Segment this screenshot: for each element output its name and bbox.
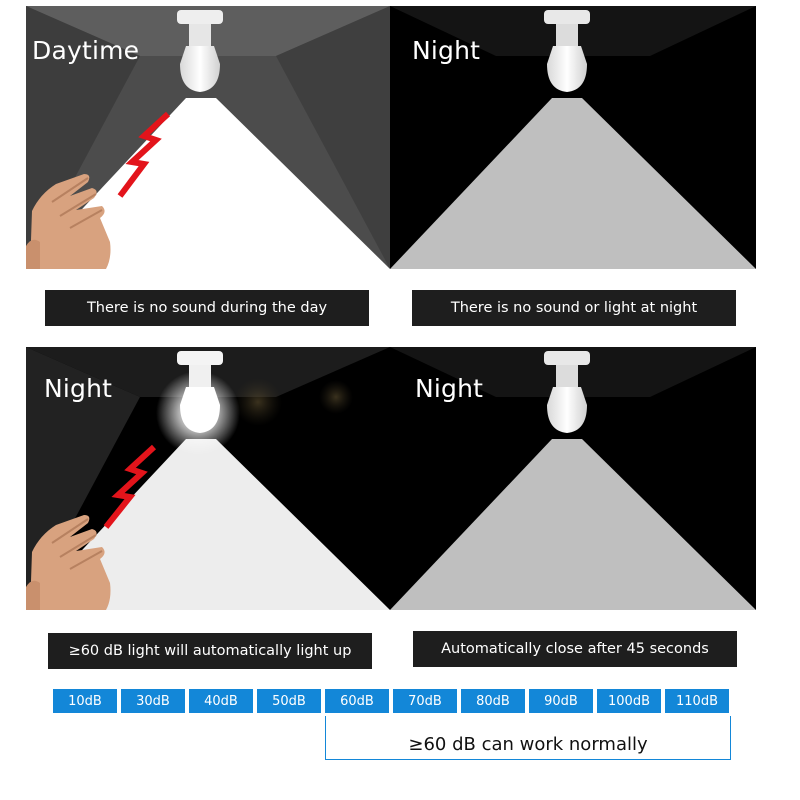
panel-title: Night xyxy=(412,36,481,65)
night-no-sound-panel xyxy=(390,6,756,269)
daytime-panel xyxy=(26,6,390,269)
daytime-caption: There is no sound during the day xyxy=(45,290,369,326)
night-no-sound-caption: There is no sound or light at night xyxy=(412,290,736,326)
decibel-scale xyxy=(53,689,733,713)
panel-title: Night xyxy=(415,374,484,403)
db-level-10: 10dB xyxy=(53,689,117,713)
db-level-70: 70dB xyxy=(393,689,457,713)
panel-title: Night xyxy=(44,374,113,403)
night-sound-caption: ≥60 dB light will automatically light up xyxy=(48,633,372,669)
panel-title: Daytime xyxy=(32,36,140,65)
db-level-90: 90dB xyxy=(529,689,593,713)
db-level-50: 50dB xyxy=(257,689,321,713)
night-auto-close-panel xyxy=(390,347,756,610)
db-level-40: 40dB xyxy=(189,689,253,713)
auto-close-caption: Automatically close after 45 seconds xyxy=(413,631,737,667)
db-level-110: 110dB xyxy=(665,689,729,713)
db-level-100: 100dB xyxy=(597,689,661,713)
db-level-60: 60dB xyxy=(325,689,389,713)
threshold-note: ≥60 dB can work normally xyxy=(408,734,648,755)
db-level-30: 30dB xyxy=(121,689,185,713)
night-sound-panel xyxy=(26,347,390,610)
db-level-80: 80dB xyxy=(461,689,525,713)
